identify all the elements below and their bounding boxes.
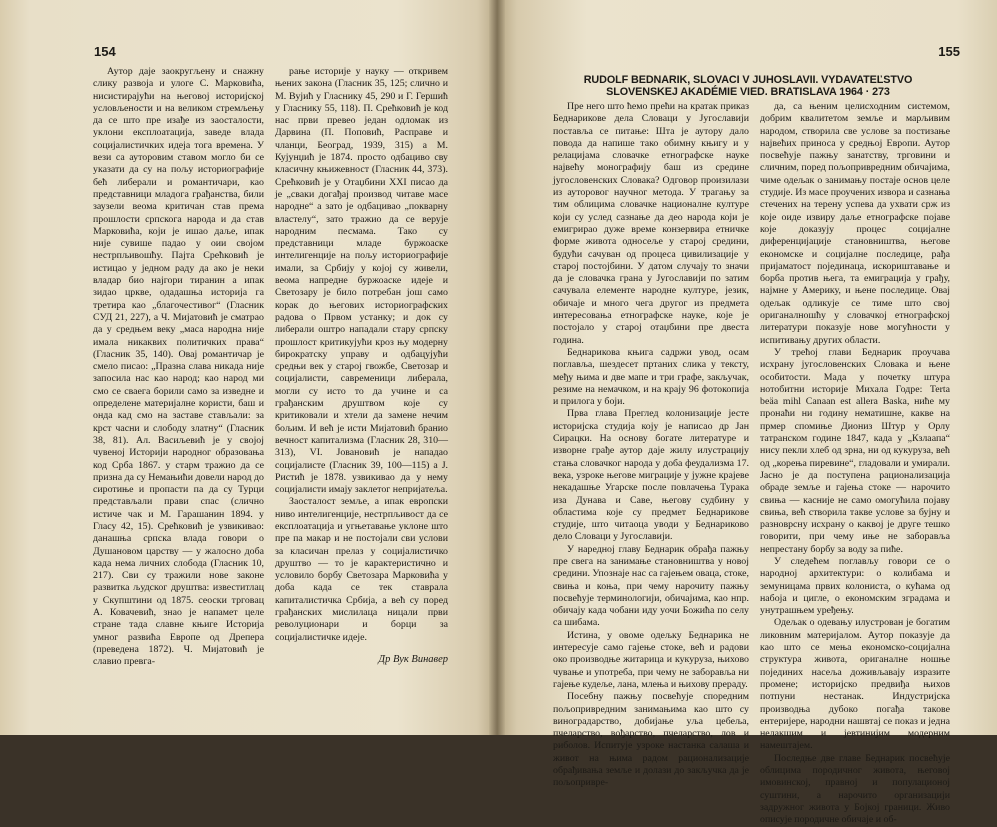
paragraph: Беднарикова књига садржи увод, осам поглавља, шездесет пртаних слика у тексту, међу њима и две мапе и три графе, закључак, резиме на немачком, и на крају 96 фотокопија и прилога у боји. [553,346,749,408]
left-column-2 [275,66,448,666]
left-column-1 [93,66,264,669]
left-page [0,0,497,735]
paragraph: Заосталост земље, а ипак европски ниво интелигенције, нестрпљивост да се експлоатација и угњетавање уклоне што пре па макар и не постојали сви услови за класичан прелаз у социјалистичко друштво — то је карактеристично и условило борбу Светозара Марковића у доба када се тек ставрала капиталистичка Србија, а већ су поред грађанских мислилаца ницали први револуционари и борци за социјалистичке идеје. [275,496,448,643]
paragraph: У трећој глави Беднарик проучава исхрану југословенских Словака и њене особитости. Мада у почетку штура нотобитни историје Михала Годре: Terta beäa mihl Canaan est allera Baska, ниће му пронаћи ни годину нематишне, какве на прмер спомиње Диониз Штур у Орлу татранском године 1847, када у „Кзлаапа“ нису пекли хлеб од зрна, ни од кукуруза, већ од „корења пиревине“, гладовали и умирали. Јасно је да поступена рационализација обраде земље и гајења стоке — нарочито свиња — касније не само омогућила појаву свиња, већ створила такве услове за бујну и разноврсну исхрану о каквој је друге тешко говорити, при чему иње не заборавља непрестану борбу за воду за пиће. [760,346,950,555]
review-heading: RUDOLF BEDNARIK, SLOVACI V JUHOSLAVII. VYDAVATEĽSTVO SLOVENSKEJ AKADÉMIE VIED. BRATISLAVA 1964 · 273 [583,74,913,99]
author-signature: Др Вук Винавер [378,653,448,665]
right-page [497,0,997,826]
paragraph: рање историје у науку — откривем њених закона (Гласник 35, 125; слично и М. Вујић у Гласнику 45, 290 и Г. Гершић у Гласнику 55, 118). П. Срећковић је код нас први превео један одломак из Дарвина (П. Поповић, Расправе и чланци, Београд, 1939, 315) а М. Кујунџић је 1874. просто одбациво сву класичну књижевност (Гласник 44, 373). Срећковић је у Отаџбини XXI писао да је „сваки догађај производ читаве масе народне“ а зато је одбацивао „покварну властелу“, зато тражио да се верује народним песмама. Тако су представници младе буржоаске интелигенције на пољу историографије имали, за Србију у којој су живели, веома напредне буржоаске идеје и Светозару је било потребан још само корак до његових историографских радова о Првом устанку; и док су либерали оштро нападали стару српску прошлост критикујући кроз њу модерну бирократску управу и одбацујући средњи век у старој гвожбе, Светозар и социјалисти, савременици либерала, могли су исто то да учине и са грађанским друштвом које су критиковали и хтели да замене нечим бољим. И већ је исти Мијатовић бранио вечност капитализма (Гласник 28, 310—313), VI. Јовановић је нападао социјалисте (Гласник 39, 100—115) а Ј. Ристић је 1878. узвикивао да у нему социјалисти имају заклетог непријатеља. [275,66,448,496]
right-column-1 [553,101,749,790]
paragraph: Прва глава Преглед колонизације јесте историјска студија коју је написао др Јан Сирацки. На основу богате литературе и изворне грађе аутор даје жилу илустрацију стања словачког народа у доба феудализма 17. века, узроке његове миграције у јужне крајеве некадашње Угарске после повлачења Турака иза Дунава и Саве, његову судбину у областима које су предмет Беднарикове студије, што читаоца уводи у Беднариково дело Словаци у Југославији. [553,408,749,543]
paragraph: Аутор даје заокругљену и снажну слику развоја и улоге С. Марковића, нисистирајући на његовој историјској условљености и на великом стремљењу да се што пре изађе из заосталости, уклони експлоатација, заведе влада социјалистичких идеја тога времена. У вези са ауторовим ставом могло би се указати да су на пољу историографије бећ либерали и романтичари, као представници младога грађанства, били заузели веома критичан став према прошлости српскога народа и да став Марковића, који је ишао даље, ипак није сувише падао у оии својом нестрпљивошћу. Пајта Срећковић је истицао у једном раду да ако је неки владар био најгори тиранин а ипак зидао цркве, одадашња историја га третира као „благочестивог“ (Гласник СУД 21, 227), а Ч. Мијатовић је сматрао да у средњем веку „маса народна није имала никаквих политичких права“ (Гласник 35, 140). Овај романтичар је смело писао: „Празна слава никада није запосила нас као народ; као народ ми смо се сваега борили само за изведне и определене материјалне користи, баш и онда кад смо на заставе стављали: за крст часни и слободу златну“ (Гласник 38, 81). Ал. Васиљевић је у својој чувеној Историји народног образовања код Срба 1867. у старм тражио да се призна да су Немањићи довели народ до сиротиње и пропасти па да су Турци представљали прави спас (слично истиче чак и М. Гарашанин 1894. у Гласу 42, 15). Срећковић је узвикивао: данашња српска влада говори о Душановом царству — у жалосно доба када нема личних слобода (Гласник 10, 217). Сви су тражили нове законе развитка људског друштва: известитлац у Скупштини од 1875. сеоски трговац А. Ковачевић, знао је напамет целе стране тада славне књиге Историја умног развића Европе од Дрепера (преведена 1872). Ч. Мијатовић је славио превга- [93,66,264,668]
paragraph: Последње две главе Беднарик посвећује облицима породичног живота, његовој имовинској, правној и популационој суштини, а нарочито организацији задружног живота у Бојкој граници. Живо описује породичне обичаје и об- [760,752,950,826]
paragraph: Пре него што ћемо прећи на кратак приказ Беднарикове дела Словаци у Југославији поставља се питање: Шта је аутору дало повода да напише тако обимну књигу и у релацијама словачке етнографске науке највећу монографију баш из средине југословенских Словака? Одговор произилази из ауторовог научног метода. У трагању за тим облицима словачке националне културе који су услед сазнање да део народа који је емигрирао дуже време конзервира етничке форме живота односеље у старој средини, будући сачуван од процеса цивилизације у старој постојбини. У датом случају то значи да је словачка грана у Југославији по затим сачувала елементе народне културе, језик, обичаје и много чега другог из предмета интересовања етнографске науке, које је постојало у старој отаџбини пре двеста година. [553,101,749,346]
paragraph: У следећем поглављу говори се о народној архитектури: о колибама и земуницама првих колониста, о кућама од набоја и цигле, о економским зградама и унутрашњем уређењу. [760,555,950,617]
paragraph: Истина, у овоме одељку Беднарика не интересује само гајење стоке, већ и радови око производње житарица и кукуруза, њихово чување и употреба, при чему не заборавља ни гајење кудеље, лана, млења и њихову прераду. [553,629,749,690]
page-number: 155 [938,44,960,59]
page-number: 154 [94,44,116,59]
paragraph: Посебну пажњу посвећује споредним пољопривредним занимањима као што су виноградарство, добијање уља цебеља, пчеларство, вођарство, пчеларство, лов и риболов. Испитује узроке настанка салаша и живот на њима радом рационализације обрађивања земље и долази до закључка да је пољопривре- [553,691,749,789]
paragraph: да, са њеним целисходним системом, добрим квалитетом земље и марљивим народом, створила све услове за постизање највећих приноса у средњој Европи. Аутор посвећује пажњу занатству, трговини и сличним, поред пољопривредним обичајима, чиме одељак о занимању постаје основ целе студије. Из масе проучених извора и сазнања стечених на терену успева да ухвати срж из које оиде извиру даље етнографске појаве које доказују процес социјалне диференцијације становништва, његове економске и социјалне последице, рађа пријаматост појединаца, искориштавање и борба против њега, та емиграција у грађу, најмне у Америку, и њене последице. Овај одељак одликује се тиме што свој ориганалношћу у словачкој етнографској литератури показује нове могућности у испитивању других области. [760,101,950,346]
paragraph: Одељак о одевању илустрован је богатим ликовним материјалом. Аутор показује да као што се мења економско-социјална структура живота, ориганалне ношње појединих насеља доживљавају изразите промене; историјско предвиђа њихов потпуни нестанак. Индустријска производња дубоко погађа такове ентеријере, народни нашвтај се показ и једна нелакшим и јевтинијим модерним намештајем. [760,617,950,752]
right-column-2 [760,101,950,827]
book-gutter [489,0,505,735]
paragraph: У наредној главу Беднарик обрађа пажњу пре свега на занимање становништва у новој средини. Упознаје нас са гајењем оваца, стоке, свиња и коња, при чему нарочиту пажњу посвећује терминологији, обичајима, као нпр. обичају када чобани иду уочи Божића по селу са шибама. [553,543,749,629]
